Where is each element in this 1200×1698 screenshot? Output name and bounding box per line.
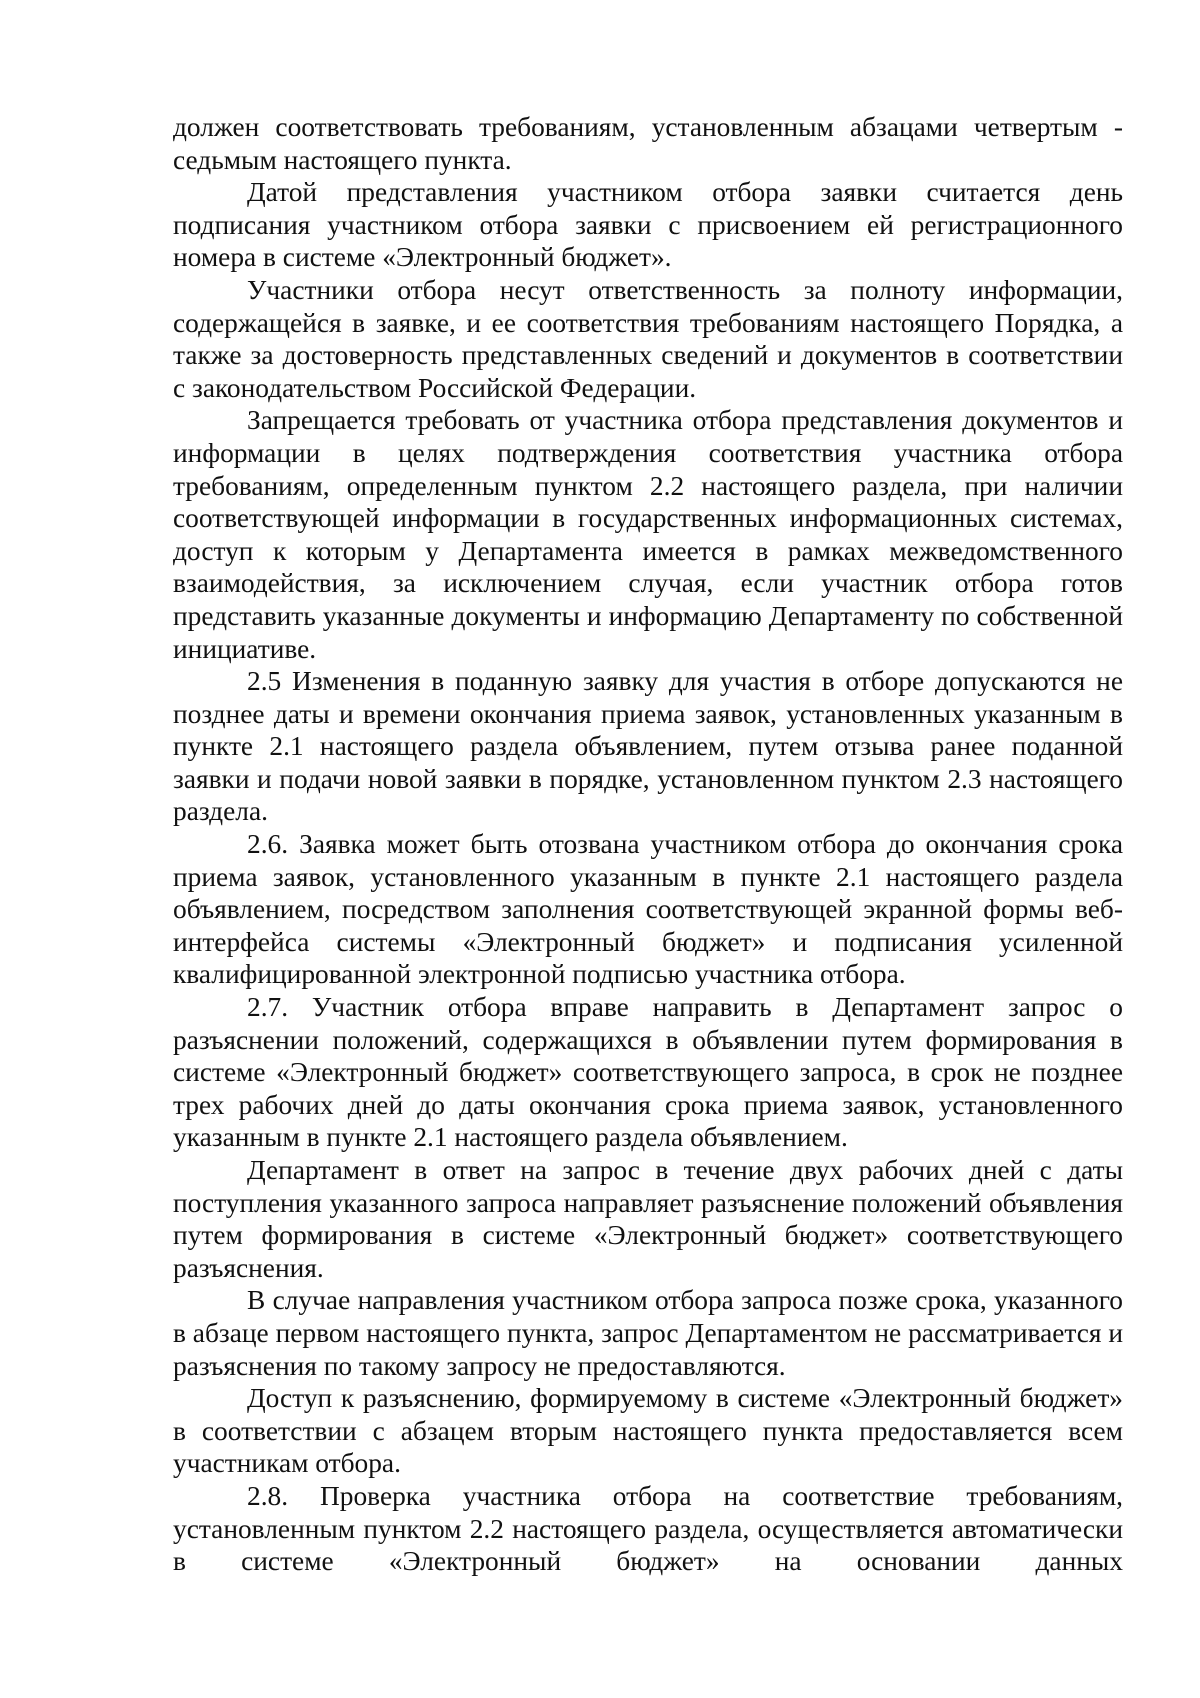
paragraph-2-6: 2.6. Заявка может быть отозвана участником отбора до окончания срока приема заявок, установленного указанным в пункте 2.1 настоящего раздела объявлением, посредством заполнения соответствующей экранной формы веб-интерфейса системы «Электронный бюджет» и подписания усиленной квалифицированной электронной подписью участника отбора.: [173, 829, 1123, 990]
paragraph-access: Доступ к разъяснению, формируемому в системе «Электронный бюджет» в соответствии с абзацем вторым настоящего пункта предоставляется всем участникам отбора.: [173, 1383, 1123, 1479]
paragraph-2-8: 2.8. Проверка участника отбора на соответствие требованиям, установленным пунктом 2.2 настоящего раздела, осуществляется автоматически в системе «Электронный бюджет» на основании данных: [173, 1480, 1123, 1577]
paragraph-continuation: должен соответствовать требованиям, установленным абзацами четвертым - седьмым настоящего пункта.: [173, 112, 1123, 175]
paragraph-department-response: Департамент в ответ на запрос в течение двух рабочих дней с даты поступления указанного запроса направляет разъяснение положений объявления путем формирования в системе «Электронный бюджет» соответствующего разъяснения.: [173, 1155, 1123, 1283]
paragraph-responsibility: Участники отбора несут ответственность за полноту информации, содержащейся в заявке, и ее соответствия требованиям настоящего Порядка, а также за достоверность представленных сведений и документов в соответствии с законодательством Российской Федерации.: [173, 274, 1123, 403]
document-page: [173, 111, 1123, 1578]
paragraph-2-7: 2.7. Участник отбора вправе направить в Департамент запрос о разъяснении положений, содержащихся в объявлении путем формирования в системе «Электронный бюджет» соответствующего запроса, в срок не позднее трех рабочих дней до даты окончания срока приема заявок, установленного указанным в пункте 2.1 настоящего раздела объявлением.: [173, 992, 1123, 1153]
paragraph-submission-date: Датой представления участником отбора заявки считается день подписания участником отбора заявки с присвоением ей регистрационного номера в системе «Электронный бюджет».: [173, 177, 1123, 273]
paragraph-late-request: В случае направления участником отбора запроса позже срока, указанного в абзаце первом настоящего пункта, запрос Департаментом не рассматривается и разъяснения по такому запросу не предоставляются.: [173, 1285, 1123, 1381]
paragraph-prohibition: Запрещается требовать от участника отбора представления документов и информации в целях подтверждения соответствия участника отбора требованиям, определенным пунктом 2.2 настоящего раздела, при наличии соответствующей информации в государственных информационных системах, доступ к которым у Департамента имеется в рамках межведомственного взаимодействия, за исключением случая, если участник отбора готов представить указанные документы и информацию Департаменту по собственной инициативе.: [173, 405, 1123, 664]
paragraph-2-5: 2.5 Изменения в поданную заявку для участия в отборе допускаются не позднее даты и времени окончания приема заявок, установленных указанным в пункте 2.1 настоящего раздела объявлением, путем отзыва ранее поданной заявки и подачи новой заявки в порядке, установленном пунктом 2.3 настоящего раздела.: [173, 666, 1123, 827]
